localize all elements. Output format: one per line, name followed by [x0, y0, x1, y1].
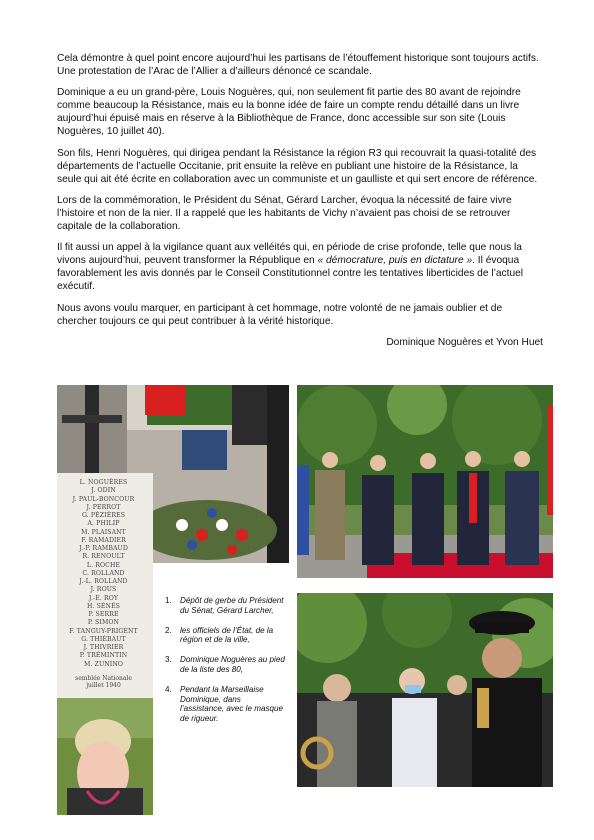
plaque-name: M. PLAISANT: [81, 528, 126, 536]
plaque-name: H. SÉNÈS: [86, 602, 121, 610]
caption-number: 1.: [165, 596, 172, 605]
photo-plaque-portrait: [57, 473, 153, 815]
plaque-name: J.-L. ROLLAND: [79, 578, 128, 585]
caption-item: [165, 626, 285, 646]
photo-captions: [165, 596, 285, 734]
plaque-name: J. PAUL-BONCOUR: [72, 495, 135, 503]
caption-text: Dépôt de gerbe du Président du Sénat, Gérard Larcher,: [180, 596, 284, 615]
plaque-footer-line: semblée Nationale: [75, 675, 132, 682]
caption-text: Pendant la Marseillaise Dominique, dans l’assistance, avec le masque de rigueur.: [180, 684, 284, 724]
plaque-name: G. THIÉBAUT: [81, 635, 126, 643]
paragraph-5-start: Il fit aussi un appel à la vigilance quant aux velléités qui, en période de crise profonde, telle que nous la vivons aujourd’hui, peuvent transformer la République en: [57, 242, 522, 267]
plaque-footer: [61, 675, 146, 689]
caption-text: les officiels de l’État, de la région et de la ville,: [180, 625, 274, 645]
caption-number: 2.: [165, 625, 172, 635]
plaque-name: A. PHILIP: [87, 520, 120, 528]
photo-officials: [297, 385, 553, 578]
plaque-name: R. RENOULT: [82, 553, 125, 561]
paragraph-5-end: . Il évoqua favorablement les avis donnés par le Conseil Constitutionnel contre les tentatives liberticides de l’actuel exécutif.: [57, 255, 524, 293]
plaque-name: P. SERRE: [88, 611, 119, 618]
plaque-name: J. ROUS: [90, 586, 117, 594]
plaque-name: J. THIVRIER: [83, 644, 124, 651]
caption-item: [165, 655, 285, 675]
plaque-name: L. ROCHE: [86, 561, 121, 569]
photo-marseillaise: [297, 593, 553, 787]
plaque-name: J. ODIN: [91, 487, 116, 495]
plaque-footer-line: juillet 1940: [86, 682, 121, 689]
caption-item: [165, 685, 285, 724]
signature: Dominique Noguères et Yvon Huet: [386, 336, 543, 348]
paragraph-4: Lors de la commémoration, le Président du Sénat, Gérard Larcher, évoqua la nécessité de faire vivre l’histoire et non de la nier. Il a rappelé que les habitants de Vichy n’avaient pas choisi de se retrouver capitale de la collaboration.: [57, 194, 512, 233]
plaque-name: M. ZUNINO: [83, 660, 124, 668]
plaque-name: P. TRÉMINTIN: [79, 652, 128, 660]
paragraph-3: Son fils, Henri Noguères, qui dirigea pendant la Résistance la région R3 qui recouvrait la quasi-totalité des départements de l’actuelle Occitanie, prit ensuite la relève en publiant une histoire de la Résistance, la seule qui ait été écrite en collaboration avec un communiste et un gaulliste et qui sert encore de référence.: [57, 147, 538, 185]
plaque-name: F. RAMADIER: [81, 536, 126, 544]
caption-number: 3.: [165, 655, 172, 665]
photo-marseillaise-image: [297, 593, 553, 787]
plaque-name: J.-E. ROY: [88, 594, 119, 602]
paragraph-5: [57, 241, 543, 293]
caption-number: 4.: [165, 684, 172, 694]
caption-item: [165, 596, 285, 616]
plaque-name: C. ROLLAND: [82, 569, 125, 577]
plaque-name: J.-P. RAMBAUD: [79, 545, 128, 552]
paragraph-2: Dominique a eu un grand-père, Louis Noguères, qui, non seulement fit partie des 80 avant de rejoindre comme beaucoup la Résistance, mais eu la bonne idée de faire un compte rendu détaillé dans un livre aujourd’hui épuisé mais en réserve à la Bibliothèque de France, donc accessible sur son site (Louis Noguères, 10 juillet 40).: [57, 87, 521, 138]
article-text: [57, 52, 543, 357]
plaque-names-list: [61, 479, 146, 669]
paragraph-1: Cela démontre à quel point encore aujourd’hui les partisans de l’étouffement historique sont toujours actifs. Une protestation de l’Arac de l’Allier a d’ailleurs dénoncé ce scandale.: [57, 53, 539, 78]
plaque-name: J. PERROT: [86, 503, 121, 511]
paragraph-5-quote: « démocrature, puis en dictature »: [317, 255, 473, 267]
photo-officials-image: [297, 385, 553, 578]
plaque-name: P. SIMON: [87, 619, 120, 627]
paragraph-6: Nous avons voulu marquer, en participant à cet hommage, notre volonté de ne jamais oublier et de chercher toujours ce qui peut contribuer à la vérité historique.: [57, 302, 503, 327]
plaque-name: F. TANGUY-PRIGENT: [69, 627, 138, 635]
caption-text: Dominique Noguères au pied de la liste des 80,: [180, 655, 285, 674]
plaque-name: L. NOGUÈRES: [79, 479, 128, 486]
plaque-name: G. PÉZIÈRES: [81, 512, 126, 519]
